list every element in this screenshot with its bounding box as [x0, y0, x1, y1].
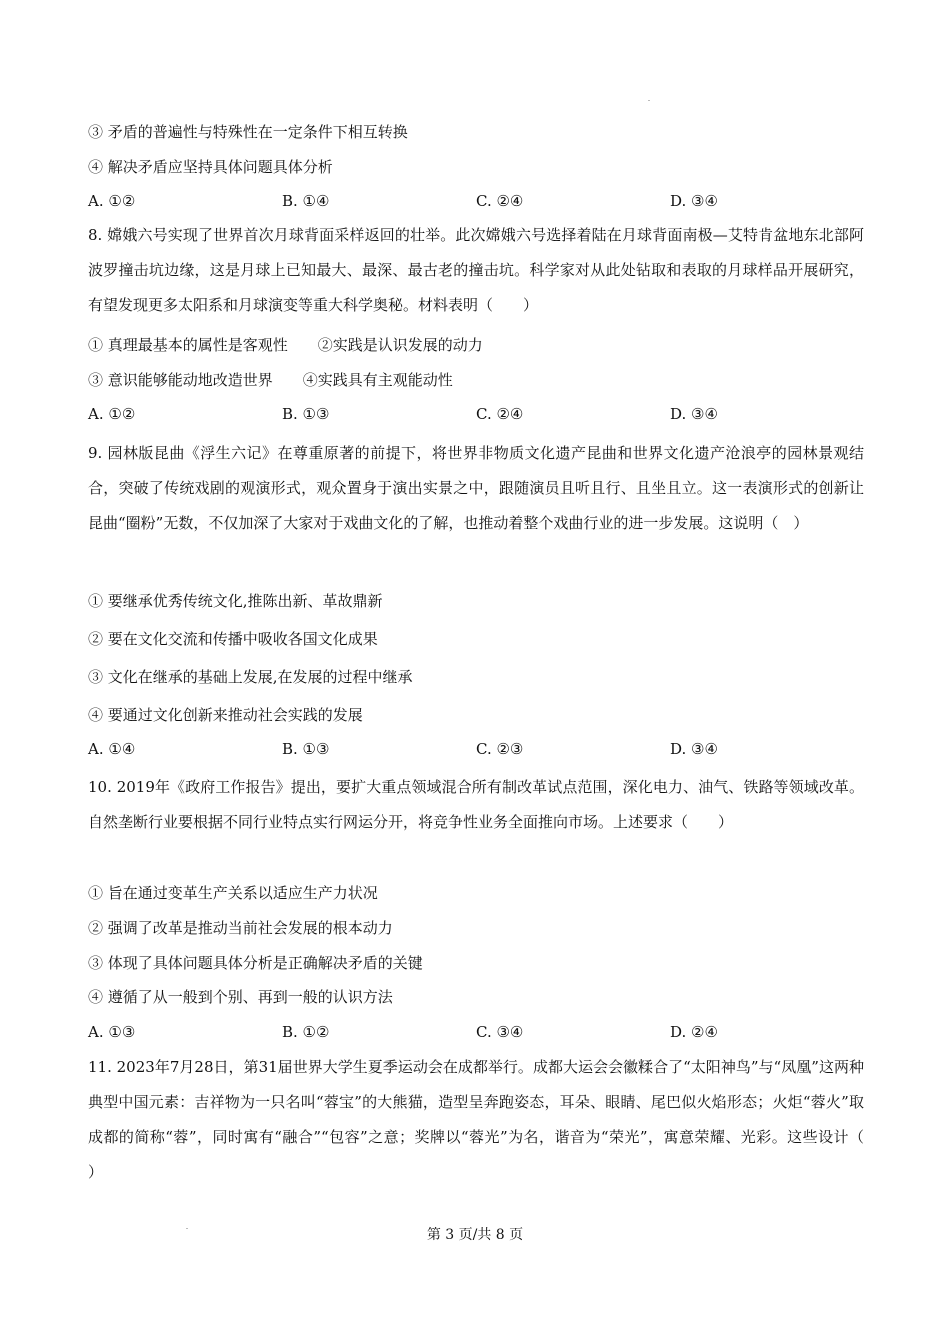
q10-statement-1: ① 旨在通过变革生产关系以适应生产力状况: [88, 884, 378, 902]
option-b: B. ①③: [282, 405, 330, 423]
q10-options: [88, 1022, 868, 1042]
option-d: D. ③④: [670, 192, 718, 210]
option-c: C. ③④: [476, 1023, 524, 1041]
page-number: 第 3 页/共 8 页: [426, 1227, 524, 1243]
option-a: A. ①③: [88, 1023, 136, 1041]
option-c: C. ②③: [476, 740, 524, 758]
q9-options: [88, 739, 868, 759]
q9-stem: 9. 园林版昆曲《浮生六记》在尊重原著的前提下，将世界非物质文化遗产昆曲和世界文化遗产沧浪亭的园林景观结合，突破了传统戏剧的观演形式，观众置身于演出实景之中，跟随演员且听且行、且坐且立。这一表演形式的创新让昆曲“圈粉”无数，不仅加深了大家对于戏曲文化的了解，也推动着整个戏曲行业的进一步发展。这说明（ ）: [88, 444, 864, 532]
q7-statement-4: ④ 解决矛盾应坚持具体问题具体分析: [88, 158, 333, 176]
option-a: A. ①②: [88, 405, 136, 423]
q11-stem: 11. 2023年7月28日，第31届世界大学生夏季运动会在成都举行。成都大运会会徽糅合了“太阳神鸟”与“凤凰”这两种典型中国元素：吉祥物为一只名叫“蓉宝”的大熊猫，造型呈奔跑姿态，耳朵、眼睛、尾巴似火焰形态；火炬“蓉火”取成都的简称“蓉”，同时寓有“融合”“包容”之意；奖牌以“蓉光”为名，谐音为“荣光”，寓意荣耀、光彩。这些设计（ ）: [88, 1058, 895, 1181]
q7-options: [88, 191, 868, 211]
q9-statement-1: ① 要继承优秀传统文化,推陈出新、革故鼎新: [88, 592, 383, 610]
option-c: C. ②④: [476, 405, 524, 423]
option-d: D. ②④: [670, 1023, 718, 1041]
option-a: A. ①②: [88, 192, 136, 210]
option-b: B. ①②: [282, 1023, 330, 1041]
q7-statement-3: ③ 矛盾的普遍性与特殊性在一定条件下相互转换: [88, 123, 408, 141]
option-b: B. ①④: [282, 192, 330, 210]
q8-statements-3-4: ③ 意识能够能动地改造世界 ④实践具有主观能动性: [88, 371, 453, 389]
option-a: A. ①④: [88, 740, 136, 758]
option-c: C. ②④: [476, 192, 524, 210]
q9-statement-4: ④ 要通过文化创新来推动社会实践的发展: [88, 706, 363, 724]
q10-stem: 10. 2019年《政府工作报告》提出，要扩大重点领域混合所有制改革试点范围，深化电力、油气、铁路等领域改革。自然垄断行业要根据不同行业特点实行网运分开，将竞争性业务全面推向市场。上述要求（ ）: [88, 778, 864, 831]
option-b: B. ①③: [282, 740, 330, 758]
q8-options: [88, 404, 868, 424]
q8-stem: 8. 嫦娥六号实现了世界首次月球背面采样返回的壮举。此次嫦娥六号选择着陆在月球背面南极—艾特肯盆地东北部阿波罗撞击坑边缘，这是月球上已知最大、最深、最古老的撞击坑。科学家对从此处钻取和表取的月球样品开展研究，有望发现更多太阳系和月球演变等重大科学奥秘。材料表明（ ）: [88, 226, 864, 314]
q10-statement-2: ② 强调了改革是推动当前社会发展的根本动力: [88, 919, 393, 937]
q9-statement-2: ② 要在文化交流和传播中吸收各国文化成果: [88, 630, 378, 648]
q10-statement-3: ③ 体现了具体问题具体分析是正确解决矛盾的关键: [88, 954, 423, 972]
scan-dot: [648, 100, 650, 101]
option-d: D. ③④: [670, 405, 718, 423]
q8-statements-1-2: ① 真理最基本的属性是客观性 ②实践是认识发展的动力: [88, 336, 483, 354]
q10-statement-4: ④ 遵循了从一般到个别、再到一般的认识方法: [88, 988, 393, 1006]
q9-statement-3: ③ 文化在继承的基础上发展,在发展的过程中继承: [88, 668, 413, 686]
option-d: D. ③④: [670, 740, 718, 758]
